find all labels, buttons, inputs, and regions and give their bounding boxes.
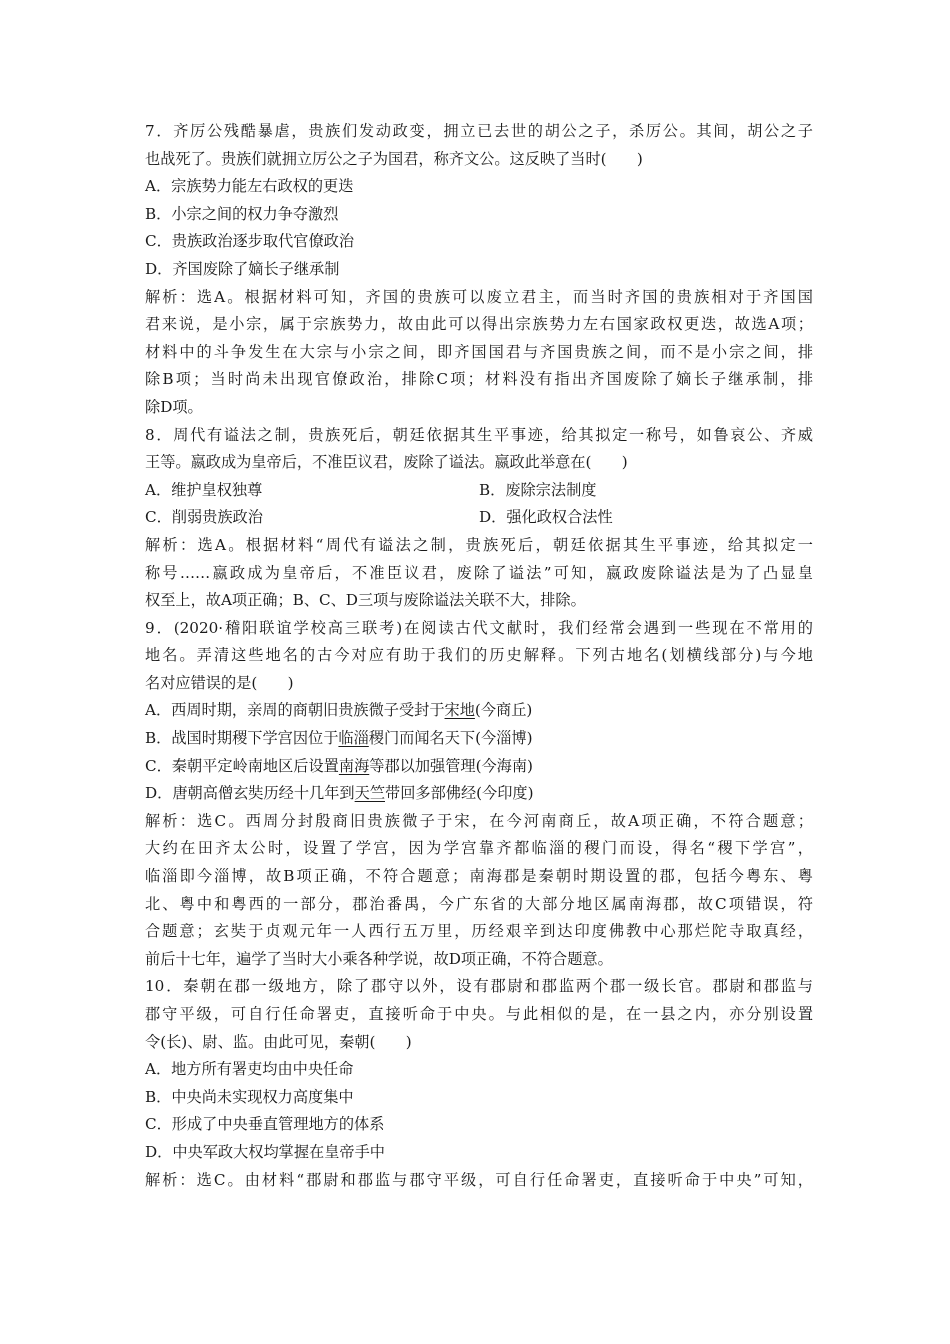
underlined-place-name: 南海	[338, 756, 370, 775]
question-stem-line: 令(长)、尉、监。由此可见，秦朝( )	[145, 1032, 412, 1051]
question-stem-line: 郡守平级，可自行任命署吏，直接听命于中央。与此相似的是，在一县之内，亦分别设置	[145, 1005, 813, 1023]
analysis-line: 权至上，故A项正确；B、C、D三项与废除谥法关联不大，排除。	[145, 591, 586, 610]
option-text: D．唐朝高僧玄奘历经十几年到	[145, 784, 355, 803]
option-b	[145, 725, 813, 753]
option-a: A．维护皇权独尊	[145, 480, 263, 499]
option-d: D．齐国废除了嫡长子继承制	[145, 259, 340, 278]
question-8	[145, 422, 813, 615]
option-row	[145, 504, 813, 532]
option-b: B．小宗之间的权力争夺激烈	[145, 204, 339, 223]
option-d: D．强化政权合法性	[479, 508, 613, 527]
option-text: (今商丘)	[474, 701, 533, 720]
question-7	[145, 118, 813, 422]
question-stem-line: 7．齐厉公残酷暴虐，贵族们发动政变，拥立已去世的胡公之子，杀厉公。其间，胡公之子	[145, 122, 813, 140]
analysis-line: 北、粤中和粤西的一部分，郡治番禺，今广东省的大部分地区属南海郡，故C项错误，符	[145, 894, 813, 913]
analysis-line: 临淄即今淄博，故B项正确，不符合题意；南海郡是秦朝时期设置的郡，包括今粤东、粤	[145, 867, 813, 886]
question-stem-line: 10．秦朝在郡一级地方，除了郡守以外，设有郡尉和郡监两个郡一级长官。郡尉和郡监与	[145, 977, 813, 996]
option-d	[145, 780, 813, 808]
question-stem-line: 9．(2020·稽阳联谊学校高三联考)在阅读古代文献时，我们经常会遇到一些现在不常用的	[145, 618, 813, 637]
question-9	[145, 615, 813, 974]
option-a: A．地方所有署吏均由中央任命	[145, 1060, 354, 1079]
option-a: A．宗族势力能左右政权的更迭	[145, 177, 354, 196]
analysis-line: 君来说，是小宗，属于宗族势力，故由此可以得出宗族势力左右国家政权更迭，故选A项；	[145, 315, 813, 334]
question-stem-line: 也战死了。贵族们就拥立厉公之子为国君，称齐文公。这反映了当时( )	[145, 149, 643, 168]
analysis-line: 称号……嬴政成为皇帝后，不准臣议君，废除了谥法”可知，嬴政废除谥法是为了凸显皇	[145, 563, 813, 582]
option-c	[145, 753, 813, 781]
option-d: D．中央军政大权均掌握在皇帝手中	[145, 1142, 385, 1161]
option-text: C．秦朝平定岭南地区后设置	[145, 756, 339, 775]
option-a	[145, 697, 813, 725]
option-c: C．贵族政治逐步取代官僚政治	[145, 232, 355, 251]
question-stem-line: 名对应错误的是( )	[145, 673, 294, 692]
option-text: 等郡以加强管理(今海南)	[369, 756, 533, 775]
option-text: B．战国时期稷下学宫因位于	[145, 729, 339, 748]
option-text: 稷门而闻名天下(今淄博)	[368, 729, 533, 748]
analysis-line: 除B项；当时尚未出现官僚政治，排除C项；材料没有指出齐国废除了嫡长子继承制，排	[145, 370, 813, 389]
underlined-place-name: 临淄	[338, 729, 369, 748]
underlined-place-name: 宋地	[444, 701, 475, 720]
option-text: 带回多部佛经(今印度)	[385, 784, 534, 803]
document-page	[145, 118, 813, 1194]
option-b: B．废除宗法制度	[479, 480, 597, 499]
question-stem-line: 王等。嬴政成为皇帝后，不准臣议君，废除了谥法。嬴政此举意在( )	[145, 453, 628, 472]
analysis-line: 前后十七年，遍学了当时大小乘各种学说，故D项正确，不符合题意。	[145, 949, 613, 968]
analysis-line: 解析：选A。根据材料可知，齐国的贵族可以废立君主，而当时齐国的贵族相对于齐国国	[145, 287, 813, 306]
question-stem-line: 8．周代有谥法之制，贵族死后，朝廷依据其生平事迹，给其拟定一称号，如鲁哀公、齐威	[145, 425, 813, 444]
option-c: C．形成了中央垂直管理地方的体系	[145, 1115, 385, 1134]
question-10	[145, 973, 813, 1194]
option-text: A．西周时期，亲周的商朝旧贵族微子受封于	[145, 701, 445, 720]
analysis-line: 合题意；玄奘于贞观元年一人西行五万里，历经艰辛到达印度佛教中心那烂陀寺取真经，	[145, 922, 813, 941]
analysis-line: 解析：选C。西周分封殷商旧贵族微子于宋，在今河南商丘，故A项正确，不符合题意；	[145, 811, 813, 830]
option-row	[145, 477, 813, 505]
underlined-place-name: 天竺	[354, 784, 385, 803]
option-c: C．削弱贵族政治	[145, 508, 263, 527]
analysis-line: 除D项。	[145, 397, 203, 416]
analysis-line: 解析：选C。由材料“郡尉和郡监与郡守平级，可自行任命署吏，直接听命于中央”可知，	[145, 1170, 813, 1189]
analysis-line: 解析：选A。根据材料“周代有谥法之制，贵族死后，朝廷依据其生平事迹，给其拟定一	[145, 535, 813, 554]
question-stem-line: 地名。弄清这些地名的古今对应有助于我们的历史解释。下列古地名(划横线部分)与今地	[145, 646, 813, 665]
option-b: B．中央尚未实现权力高度集中	[145, 1087, 354, 1106]
analysis-line: 材料中的斗争发生在大宗与小宗之间，即齐国国君与齐国贵族之间，而不是小宗之间，排	[145, 342, 813, 361]
analysis-line: 大约在田齐太公时，设置了学宫，因为学宫靠齐都临淄的稷门而设，得名“稷下学宫”，	[145, 839, 813, 858]
